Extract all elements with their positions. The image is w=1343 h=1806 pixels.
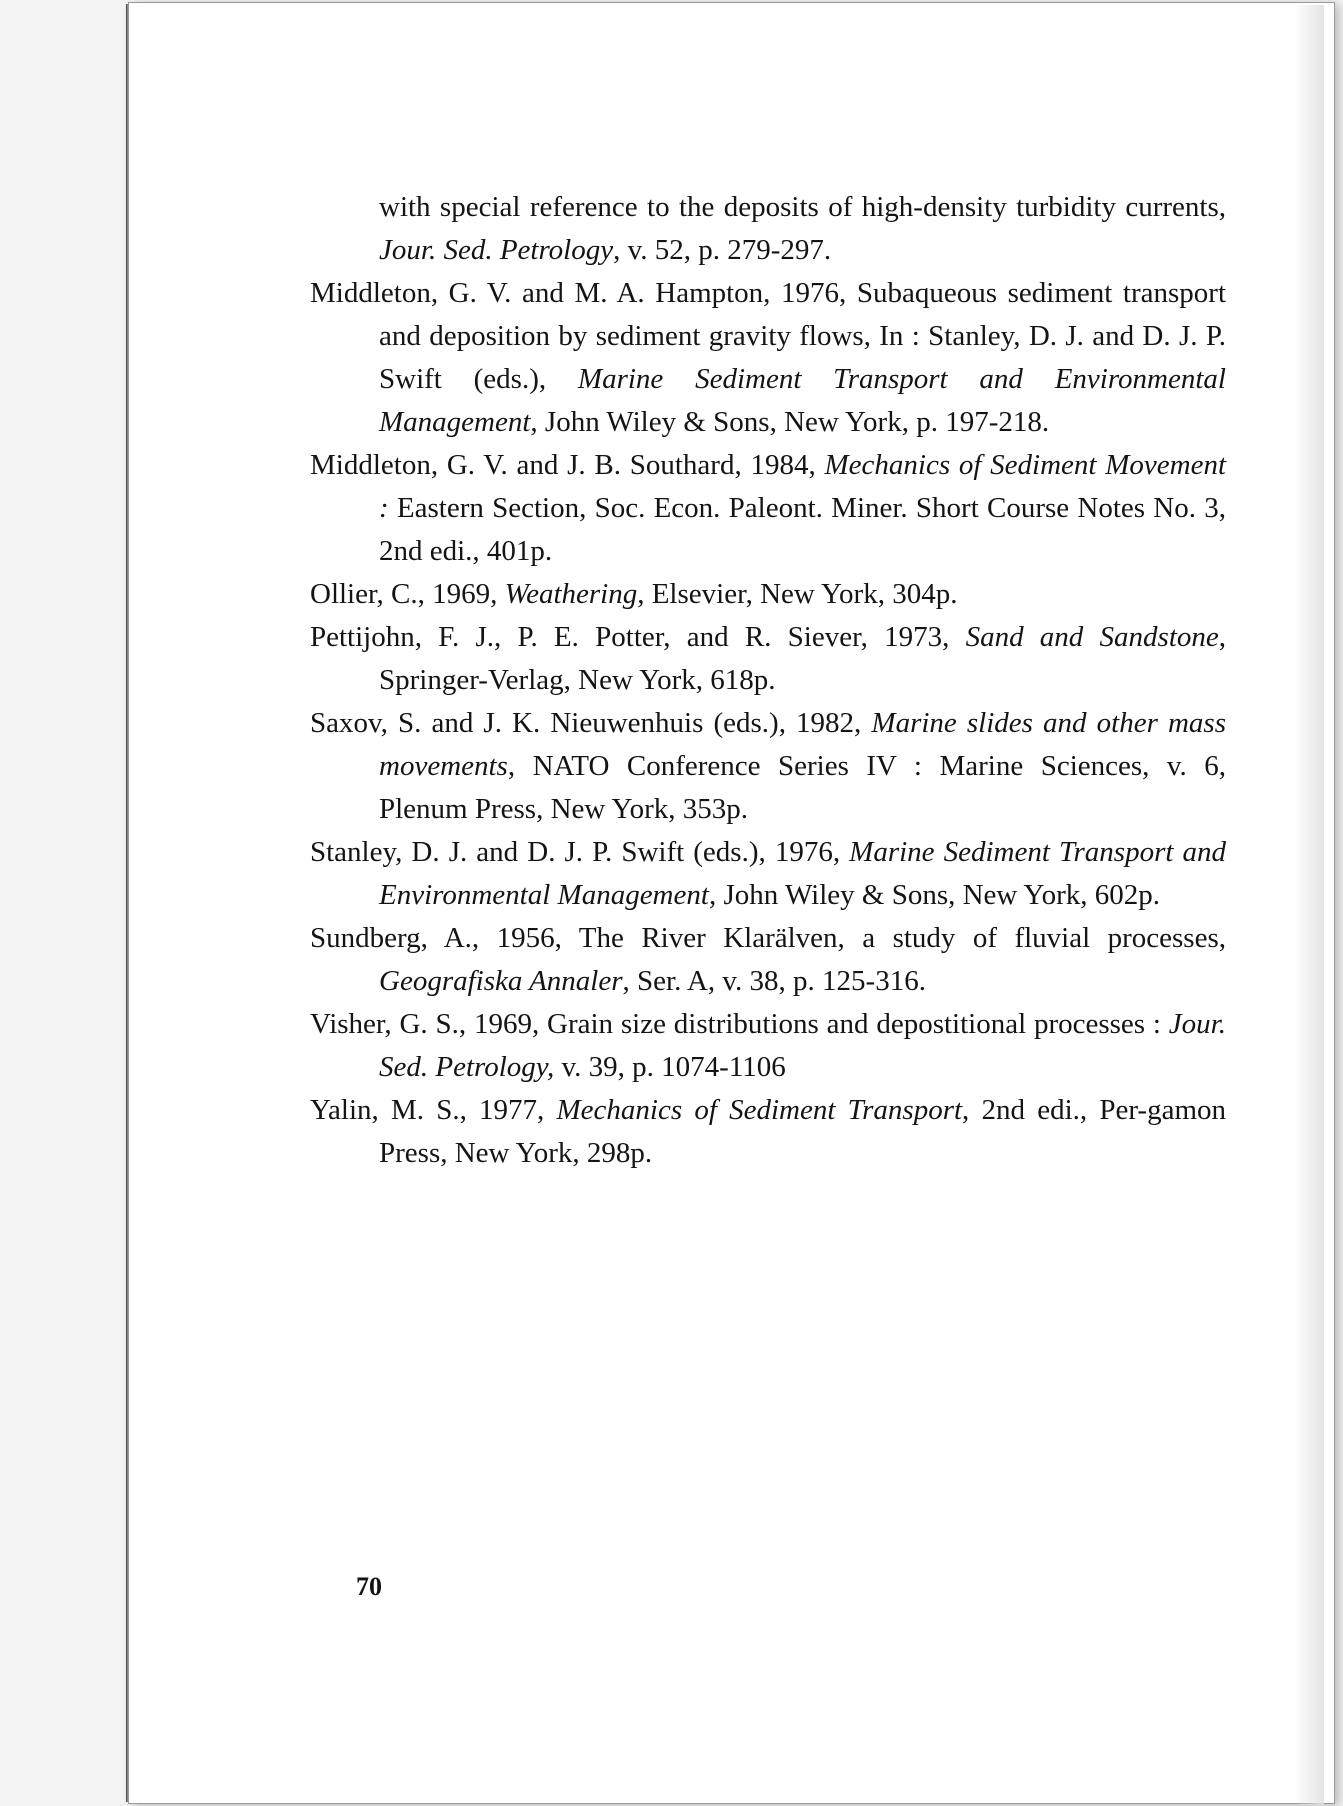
reference-title: Marine Sediment Transport and Environmental Management bbox=[379, 363, 1226, 438]
reference-title: Mechanics of Sediment Transport bbox=[556, 1094, 963, 1126]
reference-text: Middleton, G. V. and M. A. Hampton, 1976, Subaqueous sediment transport and deposition by sediment gravity flows, In : Stanley, D. J. and D. J. P. Swift (eds.), bbox=[310, 277, 1226, 395]
reference-entry bbox=[310, 616, 1226, 702]
reference-title: Sand and Sandstone bbox=[965, 621, 1219, 653]
reference-text: Eastern Section, Soc. Econ. Paleont. Miner. Short Course Notes No. 3, 2nd edi., 401p. bbox=[379, 492, 1226, 567]
page-number: 70 bbox=[356, 1572, 382, 1601]
reference-title: Marine Sediment Transport and Environmental Management bbox=[379, 836, 1226, 911]
reference-text: Sundberg, A., 1956, The River Klarälven, a study of fluvial processes, bbox=[310, 922, 1226, 954]
reference-list bbox=[310, 186, 1226, 1175]
reference-text: Stanley, D. J. and D. J. P. Swift (eds.), 1976, bbox=[310, 836, 850, 868]
reference-text: Visher, G. S., 1969, Grain size distributions and depostitional processes : bbox=[310, 1008, 1169, 1040]
reference-entry bbox=[310, 186, 1226, 272]
reference-text: v. 39, p. 1074-1106 bbox=[554, 1051, 786, 1083]
reference-text: , NATO Conference Series IV : Marine Sciences, v. 6, Plenum Press, New York, 353p. bbox=[379, 750, 1226, 825]
reference-entry bbox=[310, 573, 1226, 616]
reference-text: Ollier, C., 1969, bbox=[310, 578, 505, 610]
reference-entry bbox=[310, 702, 1226, 831]
reference-title: Jour. Sed. Petrology bbox=[379, 234, 614, 266]
reference-entry bbox=[310, 1003, 1226, 1089]
page-shadow bbox=[1294, 5, 1324, 1805]
reference-text: Middleton, G. V. and J. B. Southard, 1984, bbox=[310, 449, 825, 481]
reference-text: Yalin, M. S., 1977, bbox=[310, 1094, 557, 1126]
reference-text: , John Wiley & Sons, New York, p. 197-218. bbox=[530, 406, 1050, 438]
reference-title: Weathering bbox=[504, 578, 638, 610]
reference-entry bbox=[310, 1089, 1226, 1175]
reference-entry bbox=[310, 917, 1226, 1003]
reference-text: , Elsevier, New York, 304p. bbox=[637, 578, 958, 610]
reference-text: , 2nd edi., Per-gamon Press, New York, 298p. bbox=[379, 1094, 1226, 1169]
reference-title: Mechanics of Sediment Movement : bbox=[379, 449, 1226, 524]
reference-entry bbox=[310, 272, 1226, 444]
reference-title: Geografiska Annaler bbox=[379, 965, 623, 997]
reference-text: Pettijohn, F. J., P. E. Potter, and R. Siever, 1973, bbox=[310, 621, 966, 653]
reference-entry bbox=[310, 444, 1226, 573]
reference-text: with special reference to the deposits of high-density turbidity currents, bbox=[379, 191, 1226, 223]
reference-entry bbox=[310, 831, 1226, 917]
reference-text: , Ser. A, v. 38, p. 125-316. bbox=[622, 965, 926, 997]
reference-text: , John Wiley & Sons, New York, 602p. bbox=[708, 879, 1160, 911]
reference-text: , Springer-Verlag, New York, 618p. bbox=[379, 621, 1226, 696]
reference-text: Saxov, S. and J. K. Nieuwenhuis (eds.), 1982, bbox=[310, 707, 872, 739]
reference-title: Jour. Sed. Petrology, bbox=[379, 1008, 1226, 1083]
reference-title: Marine slides and other mass movements bbox=[379, 707, 1226, 782]
reference-text: , v. 52, p. 279-297. bbox=[613, 234, 832, 266]
